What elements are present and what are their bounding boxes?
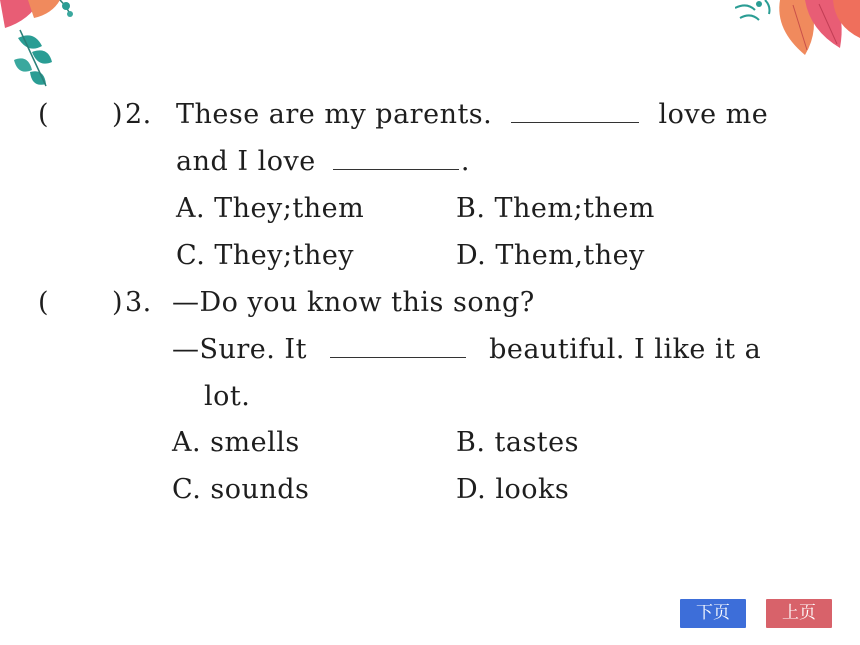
answer-paren-open: ( bbox=[38, 99, 49, 130]
question-text: —Sure. It bbox=[172, 334, 307, 365]
question-text: —Do you know this song? bbox=[172, 287, 535, 318]
option-a: A. They;them bbox=[176, 193, 365, 224]
question-number: 2. bbox=[125, 99, 152, 130]
leaf-decoration-left-icon bbox=[0, 0, 90, 95]
question-text: beautiful. I like it a bbox=[489, 334, 762, 365]
question-number: 3. bbox=[125, 287, 152, 318]
question-text: and I love bbox=[176, 146, 316, 177]
question-text: These are my parents. bbox=[176, 99, 493, 130]
option-b: B. Them;them bbox=[456, 193, 655, 224]
answer-blank bbox=[333, 149, 459, 170]
answer-blank bbox=[330, 337, 466, 358]
option-d: D. looks bbox=[456, 474, 570, 505]
answer-paren-close: ) bbox=[112, 287, 123, 318]
option-d: D. Them,they bbox=[456, 240, 645, 271]
answer-blank bbox=[511, 102, 639, 123]
leaf-decoration-right-icon bbox=[735, 0, 860, 70]
question-text: lot. bbox=[204, 381, 251, 412]
previous-page-button[interactable]: 上页 bbox=[766, 599, 832, 628]
option-c: C. They;they bbox=[176, 240, 355, 271]
question-line bbox=[176, 101, 768, 128]
next-page-button[interactable]: 下页 bbox=[680, 599, 746, 628]
option-c: C. sounds bbox=[172, 474, 310, 505]
answer-paren-close: ) bbox=[112, 99, 123, 130]
question-text: . bbox=[460, 146, 470, 177]
question-text: love me bbox=[658, 99, 769, 130]
question-line bbox=[176, 148, 470, 175]
option-b: B. tastes bbox=[456, 427, 579, 458]
answer-paren-open: ( bbox=[38, 287, 49, 318]
question-line bbox=[172, 336, 761, 363]
option-a: A. smells bbox=[172, 427, 300, 458]
